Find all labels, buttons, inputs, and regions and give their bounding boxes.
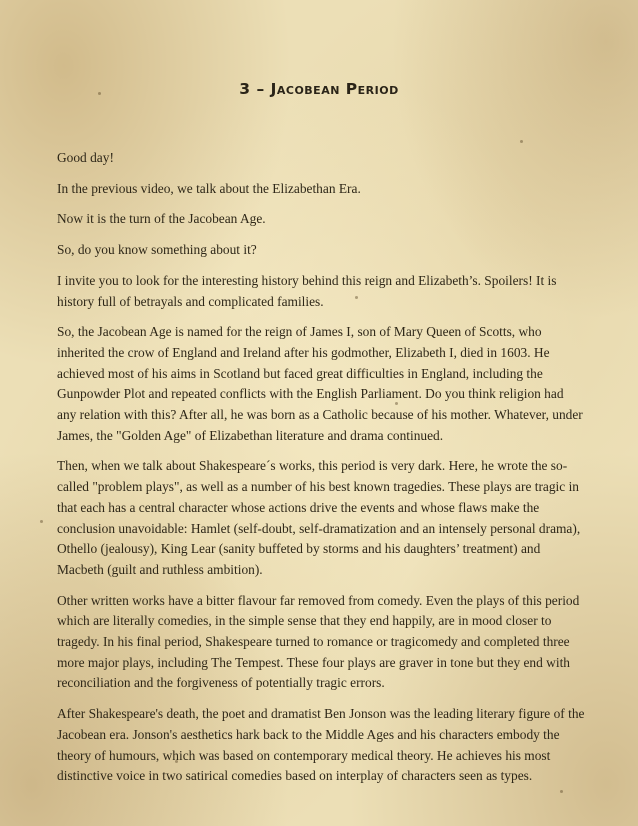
paragraph-previous-video: In the previous video, we talk about the Elizabethan Era. (57, 180, 361, 196)
paper-speck (520, 140, 523, 143)
paragraph-final-period: Other written works have a bitter flavour far removed from comedy. Even the plays of this period which are literally comedies, in the simple sense that they end happily, are in mood closer to tragedy. In his final period, Shakespeare turned to romance or tragicomedy and completed three more major plays, including The Tempest. These four plays are graver in tone but they end with reconciliation and the forgiveness of potentially tragic errors. (57, 592, 580, 691)
paragraph-question: So, do you know something about it? (57, 242, 257, 258)
paragraph-james-reign: So, the Jacobean Age is named for the reign of James I, son of Mary Queen of Scotts, who inherited the crow of England and Ireland after his godmother, Elizabeth I, died in 1603. He achieved most of his aims in Scotland but faced great difficulties in England, including the Gunpowder Plot and repeated conflicts with the English Parliament. Do you think religion had any relation with this? After all, he was born as a Catholic because of his mother. Whatever, under James, the "Golden Age" of Elizabethan literature and drama continued. (57, 324, 583, 443)
paper-speck (40, 520, 43, 523)
page-title: 3 – Jacobean Period (239, 80, 399, 98)
paragraph-jacobean-turn: Now it is the turn of the Jacobean Age. (57, 211, 266, 227)
paragraph-ben-jonson: After Shakespeare's death, the poet and dramatist Ben Jonson was the leading literary figure of the Jacobean era. Jonson's aesthetics hark back to the Middle Ages and his characters embody the theory of humours, which was based on contemporary medical theory. He achieves his most distinctive voice in two satirical comedies based on interplay of characters seen as types. (57, 706, 585, 784)
paragraph-shakespeare-tragedies: Then, when we talk about Shakespeare´s works, this period is very dark. Here, he wrote the so-called "problem plays", as well as a number of his best known tragedies. These plays are tragic in that each has a central character whose actions drive the events and whose flaws make the conclusion unavoidable: Hamlet (self-doubt, self-dramatization and an intensely personal drama), Othello (jealousy), King Lear (sanity buffeted by storms and his daughters’ treatment) and Macbeth (guilt and ruthless ambition). (57, 458, 581, 577)
paragraph-greeting: Good day! (57, 150, 114, 165)
document-body (57, 148, 585, 797)
paragraph-invitation: I invite you to look for the interesting history behind this reign and Elizabeth’s. Spoilers! It is history full of betrayals and complicated families. (57, 272, 557, 309)
